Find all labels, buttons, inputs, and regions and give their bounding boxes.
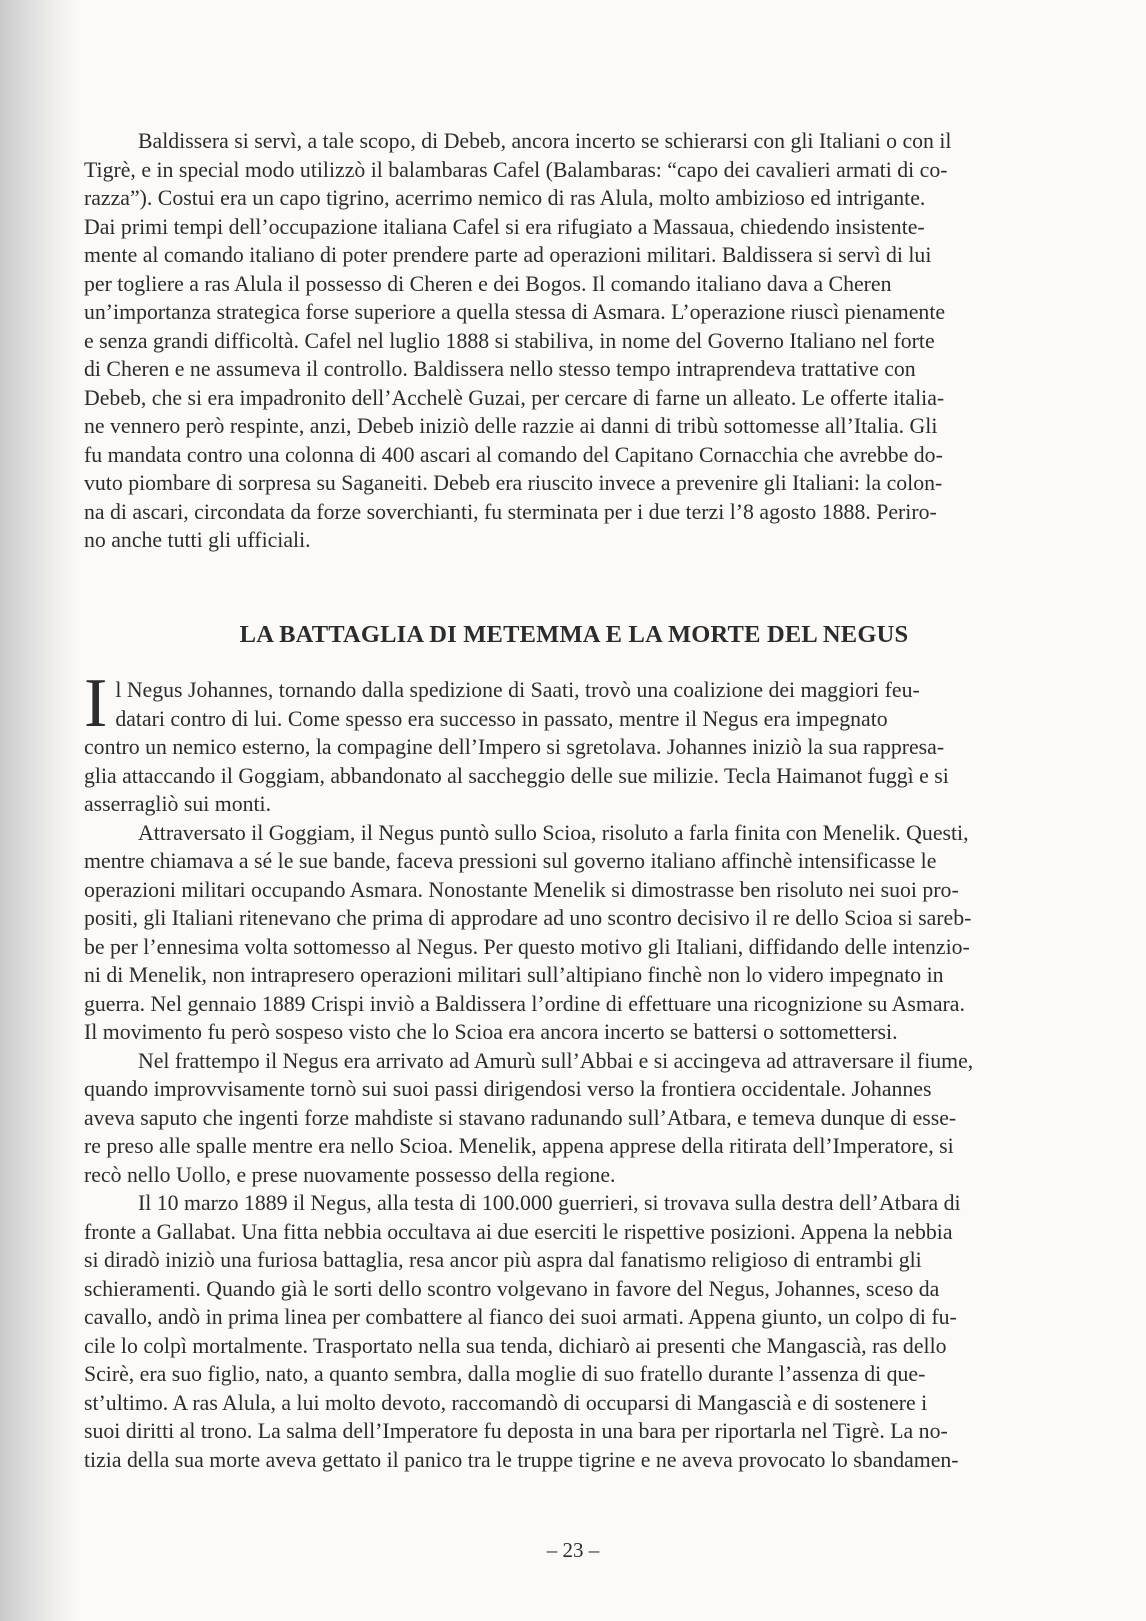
intro-text-block xyxy=(84,127,1064,555)
paragraph-4: Il 10 marzo 1889 il Negus, alla testa di 100.000 guerrieri, si trovava sulla destra dell’Atbara di fronte a Gallabat. Una fitta nebbia occultava ai due eserciti le rispettive posizioni. Appena la nebbia si diradò iniziò una furiosa battaglia, resa ancor più aspra dal fanatismo religioso di entrambi gli schieramenti. Quando già le sorti dello scontro volgevano in favore del Negus, Johannes, sceso da cavallo, andò in prima linea per combattere al fianco dei suoi armati. Appena giunto, un colpo di fu- cile lo colpì mortalmente. Trasportato nella sua tenda, dichiarò ai presenti che Mangascià, ras dello Scirè, era suo figlio, nato, a quanto sembra, dalla moglie di suo fratello durante l’assenza di que- st’ultimo. A ras Alula, a lui molto devoto, raccomandò di occuparsi di Mangascià e di sostenere i suoi diritti al trono. La salma dell’Imperatore fu deposta in una bara per riportarla nel Tigrè. La no- tizia della sua morte aveva gettato il panico tra le truppe tigrine e ne aveva provocato lo sbandamen- xyxy=(84,1191,961,1472)
paragraph-2: Attraversato il Goggiam, il Negus puntò sullo Scioa, risoluto a farla finita con Menelik. Questi, mentre chiamava a sé le sue bande, faceva pressioni sul governo italiano affinchè intensificasse le operazioni militari occupando Asmara. Nonostante Menelik si dimostrasse ben risoluto nei suoi pro- positi, gli Italiani ritenevano che prima di approdare ad uno scontro decisivo il re dello Scioa si sareb- be per l’ennesima volta sottomesso al Negus. Per questo motivo gli Italiani, diffidando delle intenzio- ni di Menelik, non intrapresero operazioni militari sull’altipiano finchè non lo videro impegnato in guerra. Nel gennaio 1889 Crispi inviò a Baldissera l’ordine di effettuare una ricognizione su Asmara. Il movimento fu però sospeso visto che lo Scioa era ancora incerto se battersi o sottomettersi. xyxy=(84,820,972,1044)
paragraph-3: Nel frattempo il Negus era arrivato ad Amurù sull’Abbai e si accingeva ad attraversare il fiume, quando improvvisamente tornò sui suoi passi dirigendosi verso la frontiera occidentale. Johannes aveva saputo che ingenti forze mahdiste si stavano radunando sull’Atbara, e temeva dunque di esse- re preso alle spalle mentre era nello Scioa. Menelik, appena apprese della ritirata dell’Imperatore, si recò nello Uollo, e prese nuovamente possesso della regione. xyxy=(84,1048,974,1187)
paragraph-1-text: l Negus Johannes, tornando dalla spedizione di Saati, trovò una coalizione dei maggiori feu- datari contro di lui. Come spesso era successo in passato, mentre il Negus era impegnato contro un nemico esterno, la compagine dell’Impero si sgretolava. Johannes iniziò la sua rappresa- glia attaccando il Goggiam, abbandonato al saccheggio delle sue milizie. Tecla Haimanot fuggì e si asserragliò sui monti. xyxy=(84,678,949,816)
intro-paragraph: Baldissera si servì, a tale scopo, di Debeb, ancora incerto se schierarsi con gli Italiani o con il Tigrè, e in special modo utilizzò il balambaras Cafel (Balambaras: “capo dei cavalieri armati di co- razza”). Costui era un capo tigrino, acerrimo nemico di ras Alula, molto ambizioso ed intrigante. Dai primi tempi dell’occupazione italiana Cafel si era rifugiato a Massaua, chiedendo insistente- mente al comando italiano di poter prendere parte ad operazioni militari. Baldissera si servì di lui per togliere a ras Alula il possesso di Cheren e dei Bogos. Il comando italiano dava a Cheren un’importanza strategica forse superiore a quella stessa di Asmara. L’operazione riuscì pienamente e senza grandi difficoltà. Cafel nel luglio 1888 si stabiliva, in nome del Governo Italiano nel forte di Cheren e ne assumeva il controllo. Baldissera nello stesso tempo intraprendeva trattative con Debeb, che si era impadronito dell’Acchelè Guzai, per cercare di farne un alleato. Le offerte italia- ne vennero però respinte, anzi, Debeb iniziò delle razzie ai danni di tribù sottomesse all’Italia. Gli fu mandata contro una colonna di 400 ascari al comando del Capitano Cornacchia che avrebbe do- vuto piombare di sorpresa su Saganeiti. Debeb era riuscito invece a prevenire gli Italiani: la colon- na di ascari, circondata da forze soverchianti, fu sterminata per i due terzi l’8 agosto 1888. Periro- no anche tutti gli ufficiali. xyxy=(84,129,952,552)
section-body xyxy=(84,665,1064,1474)
binding-shadow xyxy=(0,0,80,1621)
page-number: – 23 – xyxy=(546,1538,600,1562)
section-title: LA BATTAGLIA DI METEMMA E LA MORTE DEL NEGUS xyxy=(239,621,909,648)
paragraph-1 xyxy=(84,665,1064,819)
drop-cap: I xyxy=(84,665,108,742)
